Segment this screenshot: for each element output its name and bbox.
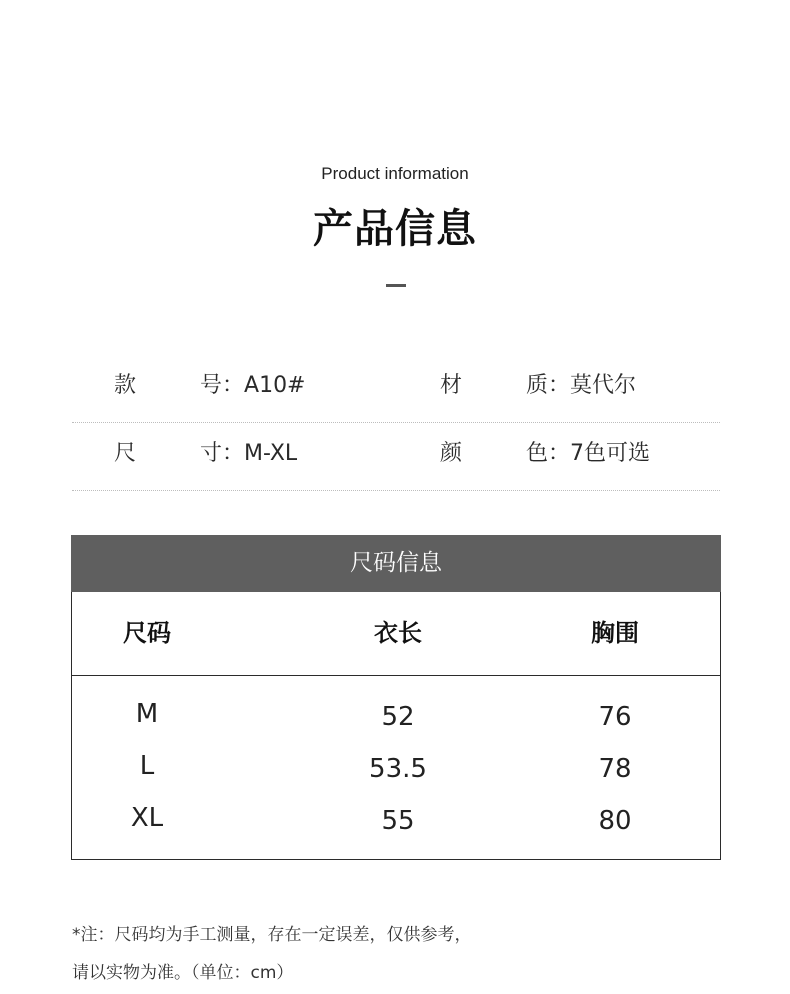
size-cell: XL	[130, 803, 164, 833]
spec-colon: ：	[222, 373, 245, 398]
spec-colon: ：	[548, 441, 571, 466]
spec-value: A10#	[244, 373, 306, 398]
title-divider	[386, 284, 406, 287]
chest-cell: 76	[598, 702, 632, 732]
spec-label: 款号	[114, 373, 222, 398]
chest-cell: 78	[598, 754, 632, 784]
spec-row	[72, 352, 720, 423]
column-header-length: 衣长	[374, 619, 422, 647]
spec-color	[440, 420, 650, 488]
spec-value: 7色可选	[570, 441, 651, 466]
length-cell: 55	[381, 806, 415, 836]
spec-colon: ：	[222, 441, 245, 466]
column-header-chest: 胸围	[591, 619, 639, 647]
size-table-title: 尺码信息	[71, 535, 721, 592]
measurement-note: *注：尺码均为手工测量，存在一定误差，仅供参考，	[72, 925, 472, 945]
size-table	[71, 592, 721, 860]
table-row	[72, 743, 720, 795]
spec-style-number	[114, 352, 306, 420]
length-cell: 52	[381, 702, 415, 732]
spec-material	[440, 352, 636, 420]
spec-size	[114, 420, 297, 488]
chest-cell: 80	[598, 806, 632, 836]
unit-note: 请以实物为准。（单位：cm）	[72, 963, 294, 983]
section-subtitle: Product information	[321, 164, 469, 183]
size-cell: L	[139, 751, 155, 781]
spec-label: 颜色	[440, 441, 548, 466]
spec-colon: ：	[548, 373, 571, 398]
section-title: 产品信息	[313, 206, 477, 252]
spec-value: M-XL	[244, 441, 298, 466]
spec-label: 尺寸	[114, 441, 222, 466]
table-header-row	[72, 592, 720, 676]
spec-label: 材质	[440, 373, 548, 398]
table-row	[72, 691, 720, 743]
spec-value: 莫代尔	[570, 373, 637, 398]
spec-row	[72, 420, 720, 491]
table-row	[72, 795, 720, 847]
column-header-size: 尺码	[123, 619, 171, 647]
length-cell: 53.5	[369, 754, 427, 784]
size-cell: M	[135, 699, 159, 729]
